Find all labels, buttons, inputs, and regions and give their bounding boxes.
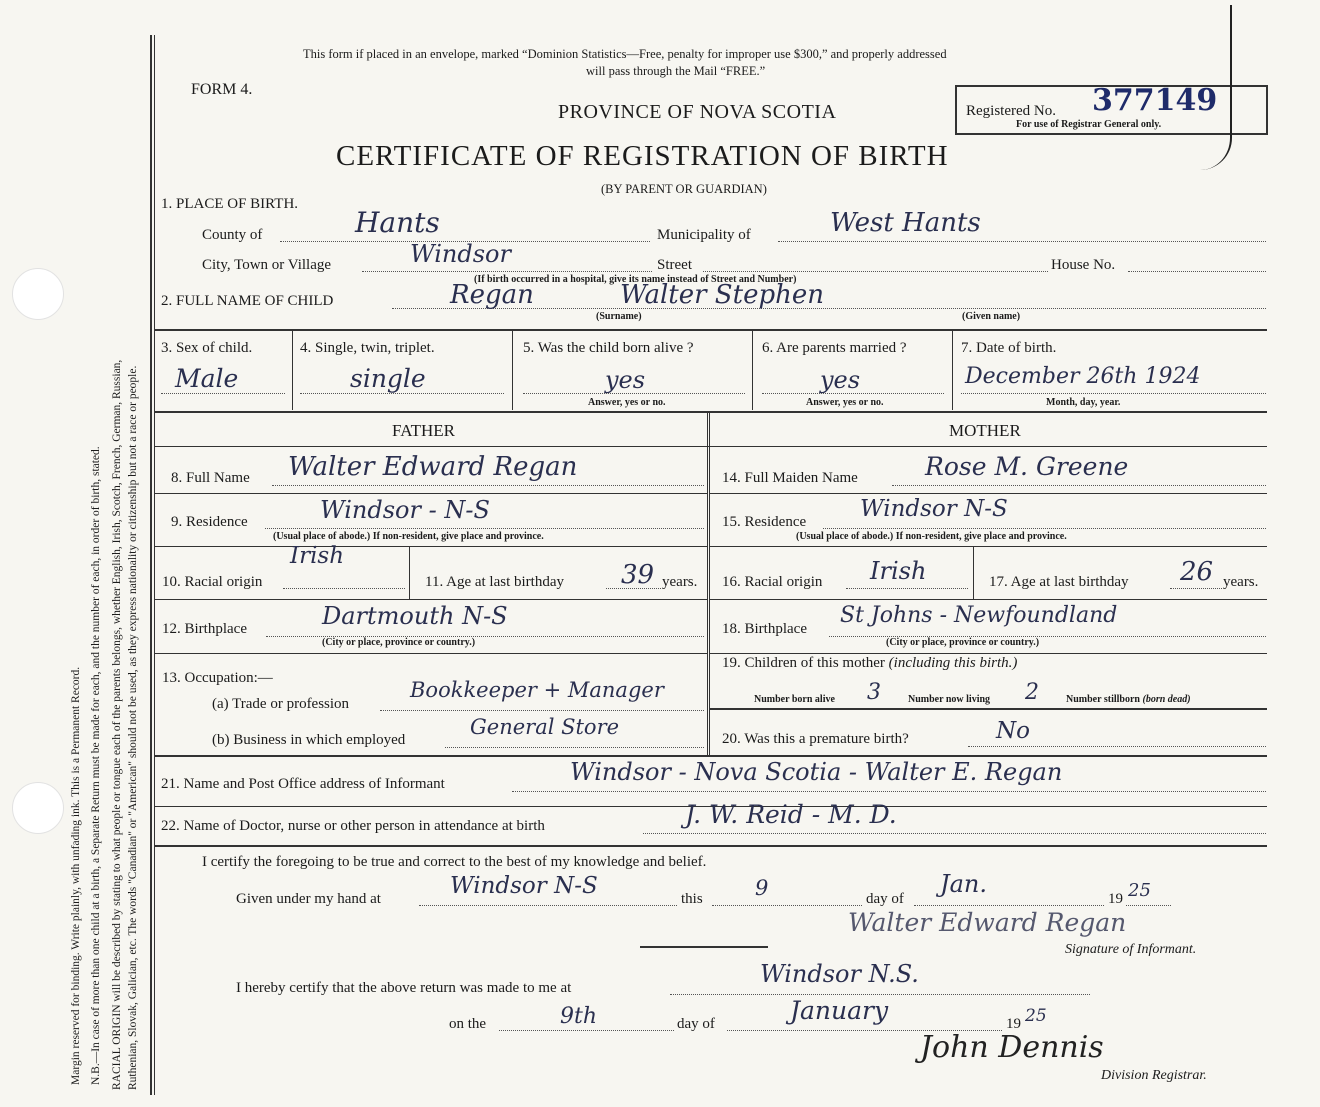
rule-4 (154, 755, 1267, 757)
informant-signature-caption: Signature of Informant. (1065, 942, 1197, 957)
child-surname-value: Regan (450, 280, 534, 310)
col-div-1 (292, 330, 293, 410)
mother-rule-2 (710, 546, 1267, 547)
return-place-value: Windsor N.S. (760, 960, 919, 988)
registrar-caption: Division Registrar. (1101, 1068, 1207, 1083)
street-label: Street (657, 257, 692, 273)
child-given-value: Walter Stephen (620, 280, 824, 310)
postal-notice-line1: This form if placed in an envelope, marked “Dominion Statistics—Free, penalty for improper use $300,” and properly addressed (303, 47, 947, 61)
margin-note-2: N.B.—In case of more than one child at a birth, a Separate Return must be made for each, and the number of each, in order of birth, stated. (90, 446, 102, 1085)
married-line (762, 393, 944, 394)
hospital-note: (If birth occurred in a hospital, give its name instead of Street and Number) (474, 274, 797, 285)
father-name-value: Walter Edward Regan (288, 452, 578, 482)
informant-value: Windsor - Nova Scotia - Walter E. Regan (570, 758, 1063, 786)
father-rule-2 (154, 546, 707, 547)
married-caption: Answer, yes or no. (806, 397, 884, 408)
premature-value: No (996, 718, 1030, 744)
father-rule-3 (154, 599, 707, 600)
given-name-caption: (Given name) (962, 311, 1021, 322)
father-years: years. (662, 574, 698, 590)
rule-2 (154, 411, 1267, 413)
municipality-line (778, 241, 1266, 242)
mother-age-label: 17. Age at last birthday (989, 574, 1129, 590)
this-label: this (681, 891, 703, 907)
premature-label: 20. Was this a premature birth? (722, 731, 909, 747)
father-age-divider (409, 547, 410, 599)
father-rule-4 (154, 653, 707, 654)
alive-line (523, 393, 745, 394)
registered-note: For use of Registrar General only. (1016, 119, 1162, 130)
mother-name-line (892, 485, 1266, 486)
mother-residence-value: Windsor N-S (860, 496, 1008, 522)
form-number: FORM 4. (191, 81, 253, 98)
dob-line (961, 393, 1266, 394)
father-heading: FATHER (392, 421, 455, 440)
return-day-of-label: day of (677, 1016, 715, 1032)
rule-3 (154, 446, 1267, 447)
father-residence-caption: (Usual place of abode.) If non-resident, give place and province. (273, 531, 544, 542)
born-alive-value: yes (605, 366, 646, 394)
certify-statement: I certify the foregoing to be true and correct to the best of my knowledge and belief. (202, 854, 707, 870)
father-racial-line (283, 588, 405, 589)
house-label: House No. (1051, 257, 1116, 273)
return-day-line (499, 1030, 674, 1031)
given-place-value: Windsor N-S (450, 873, 598, 899)
county-value: Hants (355, 206, 440, 239)
mother-rule-1 (710, 493, 1267, 494)
doctor-label: 22. Name of Doctor, nurse or other person in attendance at birth (161, 818, 545, 834)
col-div-4 (952, 330, 953, 410)
year-line (1126, 905, 1171, 906)
informant-line (512, 791, 1266, 792)
house-line (1128, 271, 1266, 272)
informant-signature: Walter Edward Regan (848, 908, 1127, 937)
business-label: (b) Business in which employed (212, 732, 406, 748)
living-count-label: Number now living (908, 694, 991, 705)
margin-note-3: RACIAL ORIGIN will be described by stating to what people or tongue each of the parents belongs, whether English, Irish, Scotch, French, German, Russian, (111, 359, 123, 1090)
business-value: General Store (470, 715, 620, 739)
city-label: City, Town or Village (202, 257, 332, 273)
return-month-value: January (790, 996, 889, 1025)
children-label-text: 19. Children of this mother (722, 655, 885, 671)
stillborn-text: Number stillborn (1066, 694, 1140, 705)
municipality-label: Municipality of (657, 227, 751, 243)
form-left-border (150, 35, 152, 1095)
registered-label: Registered No. (966, 103, 1056, 119)
trade-line (380, 710, 704, 711)
father-name-label: 8. Full Name (171, 470, 250, 486)
mother-racial-value: Irish (870, 557, 927, 585)
mother-rule-3 (710, 599, 1267, 600)
mother-age-value: 26 (1180, 557, 1214, 587)
father-racial-value: Irish (290, 543, 345, 569)
margin-note-4: Ruthenian, Slovak, Galician, etc. The words "Canadian" or "American" should not be used, as they express nationality or citizenship but not a race or people. (127, 365, 139, 1090)
return-year-prefix: 19 (1006, 1016, 1021, 1032)
month-value: Jan. (940, 870, 988, 898)
mother-racial-line (846, 588, 968, 589)
binding-hole-bottom (12, 782, 64, 834)
certificate-subtitle: (BY PARENT OR GUARDIAN) (601, 182, 767, 196)
day-of-label: day of (866, 891, 904, 907)
mother-age-line (1170, 588, 1222, 589)
return-place-line (670, 994, 1090, 995)
informant-signature-line (640, 946, 768, 948)
mother-residence-line (823, 528, 1266, 529)
multiple-birth-label: 4. Single, twin, triplet. (300, 340, 435, 356)
province-heading: PROVINCE OF NOVA SCOTIA (558, 101, 837, 123)
day-value: 9 (755, 876, 769, 900)
stillborn-note: (born dead) (1142, 694, 1191, 705)
col-div-3 (752, 330, 753, 410)
mother-heading: MOTHER (949, 421, 1021, 440)
form-left-border-inner (154, 35, 155, 1095)
father-residence-value: Windsor - N-S (320, 496, 490, 524)
born-alive-count-value: 3 (867, 680, 881, 705)
rule-6 (154, 845, 1267, 847)
father-birthplace-caption: (City or place, province or country.) (322, 637, 476, 648)
premature-line (968, 746, 1266, 747)
mother-rule-4 (710, 653, 1267, 654)
mother-name-value: Rose M. Greene (925, 452, 1129, 481)
business-line (445, 747, 704, 748)
living-count-value: 2 (1025, 680, 1039, 705)
mother-years: years. (1223, 574, 1259, 590)
mother-residence-label: 15. Residence (722, 514, 807, 530)
mother-age-divider (973, 547, 974, 599)
county-label: County of (202, 227, 263, 243)
return-day-value: 9th (560, 1004, 598, 1029)
mother-birthplace-caption: (City or place, province or country.) (886, 637, 1040, 648)
father-residence-line (265, 528, 704, 529)
city-value: Windsor (410, 240, 511, 268)
registrar-signature: John Dennis (920, 1030, 1104, 1065)
return-year-value: 25 (1025, 1006, 1047, 1026)
informant-label: 21. Name and Post Office address of Informant (161, 776, 445, 792)
parents-married-value: yes (820, 366, 861, 394)
on-the-label: on the (449, 1016, 487, 1032)
father-birthplace-value: Dartmouth N-S (322, 602, 508, 630)
father-age-label: 11. Age at last birthday (425, 574, 564, 590)
margin-note-1: Margin reserved for binding. Write plainly, with unfading ink. This is a Permanent Record. (70, 666, 82, 1085)
parent-divider (707, 412, 710, 755)
stillborn-label (1066, 694, 1191, 705)
certificate-title: CERTIFICATE OF REGISTRATION OF BIRTH (336, 140, 949, 172)
father-rule-1 (154, 493, 707, 494)
col-div-2 (512, 330, 513, 410)
born-alive-count-label: Number born alive (754, 694, 835, 705)
child-name-label: 2. FULL NAME OF CHILD (161, 293, 334, 309)
born-alive-label: 5. Was the child born alive ? (523, 340, 694, 356)
mother-birthplace-value: St Johns - Newfoundland (840, 603, 1118, 628)
postal-notice-line2: will pass through the Mail “FREE.” (586, 64, 766, 78)
day-line (712, 905, 862, 906)
year-prefix: 19 (1108, 891, 1123, 907)
surname-caption: (Surname) (596, 311, 642, 322)
father-age-value: 39 (621, 560, 655, 590)
mother-name-label: 14. Full Maiden Name (722, 470, 858, 486)
year-value: 25 (1128, 880, 1151, 901)
mother-racial-label: 16. Racial origin (722, 574, 823, 590)
multiple-birth-value: single (350, 364, 426, 393)
registered-number: 377149 (1092, 83, 1218, 118)
doctor-value: J. W. Reid - M. D. (685, 800, 897, 829)
mother-rule-5 (710, 708, 1267, 710)
return-made-label: I hereby certify that the above return was made to me at (236, 980, 572, 996)
parents-married-label: 6. Are parents married ? (762, 340, 907, 356)
city-line (362, 271, 652, 272)
rule-1 (154, 329, 1267, 331)
month-line (914, 905, 1104, 906)
binding-hole-top (12, 268, 64, 320)
dob-caption: Month, day, year. (1046, 397, 1121, 408)
doctor-line (643, 833, 1266, 834)
sex-label: 3. Sex of child. (161, 340, 253, 356)
municipality-value: West Hants (830, 208, 981, 238)
sex-value: Male (175, 364, 239, 393)
given-under-label: Given under my hand at (236, 891, 381, 907)
date-of-birth-label: 7. Date of birth. (961, 340, 1057, 356)
children-label (722, 655, 1017, 672)
street-line (703, 271, 1048, 272)
trade-label: (a) Trade or profession (212, 696, 350, 712)
mother-residence-caption: (Usual place of abode.) If non-resident, give place and province. (796, 531, 1067, 542)
alive-caption: Answer, yes or no. (588, 397, 666, 408)
father-birthplace-label: 12. Birthplace (162, 621, 247, 637)
date-of-birth-value: December 26th 1924 (965, 364, 1201, 389)
father-name-line (272, 485, 704, 486)
sex-line (161, 393, 285, 394)
multiple-line (300, 393, 504, 394)
place-of-birth-heading: 1. PLACE OF BIRTH. (161, 196, 299, 212)
occupation-label: 13. Occupation:— (162, 670, 273, 686)
mother-birthplace-label: 18. Birthplace (722, 621, 807, 637)
given-place-line (419, 905, 677, 906)
father-residence-label: 9. Residence (171, 514, 248, 530)
children-note: (including this birth.) (888, 655, 1018, 671)
father-racial-label: 10. Racial origin (162, 574, 263, 590)
registrar-pen-mark (1200, 5, 1232, 170)
trade-value: Bookkeeper + Manager (410, 678, 664, 702)
